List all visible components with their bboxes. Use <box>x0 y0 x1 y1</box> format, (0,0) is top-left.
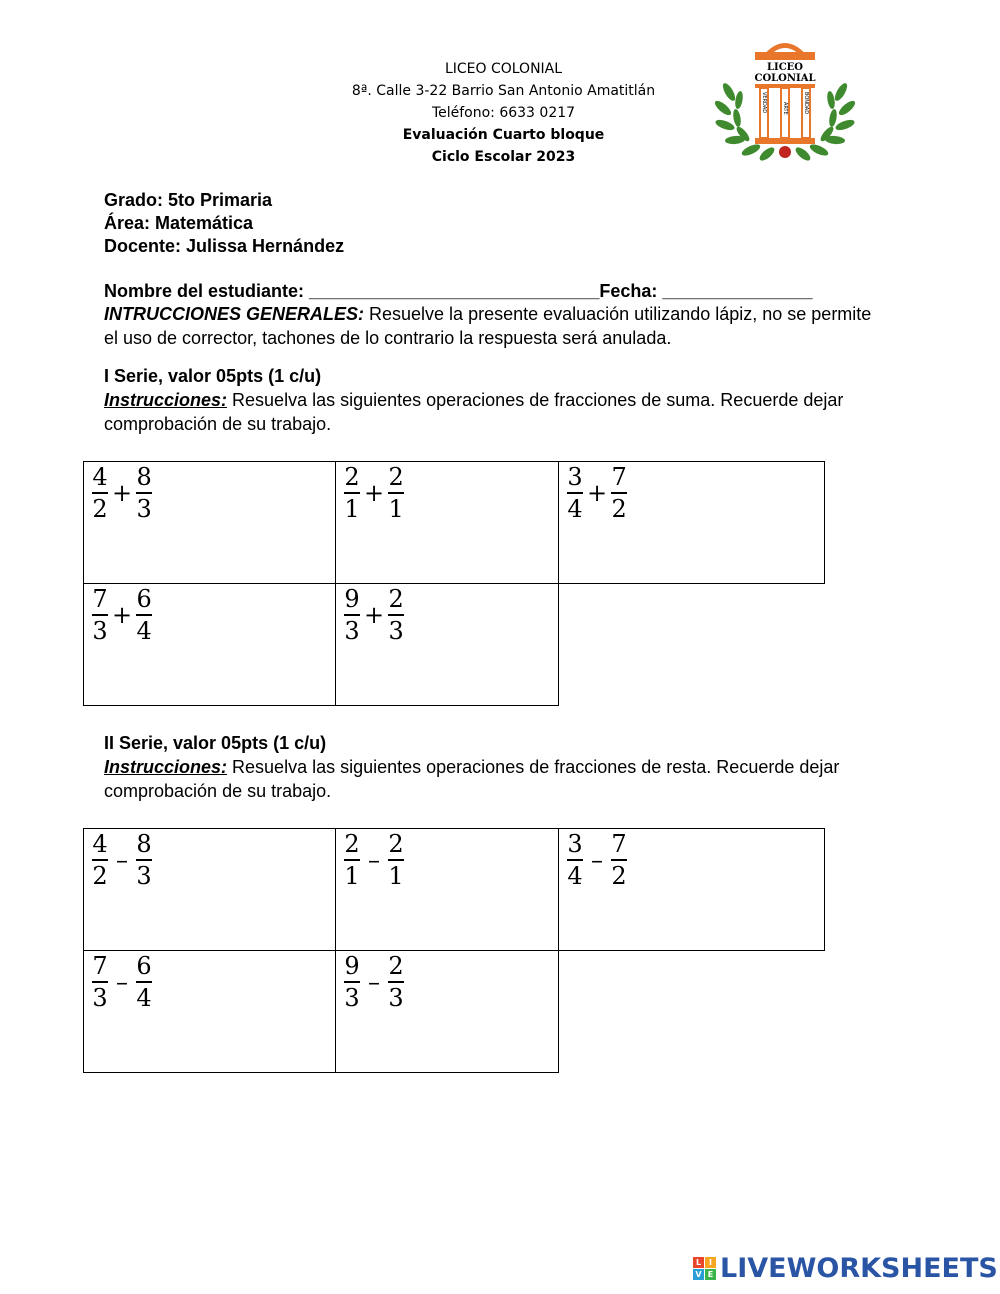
logo-text-bottom: COLONIAL <box>754 73 816 84</box>
denominator: 4 <box>136 616 152 645</box>
serie2-cell-5[interactable] <box>335 950 559 1073</box>
denominator: 3 <box>136 494 152 523</box>
serie2-instructions-text: Resuelva las siguientes operaciones de fracciones de resta. Recuerde dejar comprobación de su trabajo. <box>104 757 840 801</box>
serie2-cell-1[interactable] <box>83 828 336 951</box>
fraction-expression <box>344 953 404 1011</box>
evaluation-title: Evaluación Cuarto bloque <box>402 127 605 143</box>
fraction-expression <box>92 464 152 522</box>
fraction-left <box>344 586 360 644</box>
fraction-expression <box>92 586 152 644</box>
brand-block-v: V <box>693 1269 704 1280</box>
logo-text-top: LICEO <box>766 62 804 73</box>
fraction-right <box>611 464 627 522</box>
denominator: 1 <box>388 861 404 890</box>
area: Área: Matemática <box>104 213 254 233</box>
numerator: 7 <box>92 952 108 980</box>
fraction-left <box>92 953 108 1011</box>
operator-sign: – <box>368 967 380 996</box>
operator-sign: + <box>587 478 608 507</box>
numerator: 6 <box>136 585 152 613</box>
general-instructions <box>104 302 884 350</box>
serie1-cell-2[interactable] <box>335 461 559 584</box>
operator-sign: + <box>112 600 133 629</box>
school-phone: Teléfono: 6633 0217 <box>431 105 576 121</box>
fraction-right <box>388 953 404 1011</box>
numerator: 7 <box>611 463 627 491</box>
operator-sign: – <box>116 845 128 874</box>
brand-blocks-icon <box>693 1257 716 1280</box>
fraction-left <box>344 831 360 889</box>
numerator: 7 <box>92 585 108 613</box>
serie1-instructions-text: Resuelva las siguientes operaciones de fracciones de suma. Recuerde dejar comprobación de su trabajo. <box>104 390 844 434</box>
school-logo <box>715 30 855 165</box>
numerator: 2 <box>388 585 404 613</box>
serie1-cell-3[interactable] <box>558 461 825 584</box>
numerator: 8 <box>136 463 152 491</box>
fraction-right <box>136 586 152 644</box>
pillar-word-2: ARTE <box>782 102 788 115</box>
denominator: 1 <box>344 494 360 523</box>
denominator: 2 <box>92 861 108 890</box>
liveworksheets-brand <box>693 1253 998 1284</box>
denominator: 3 <box>92 983 108 1012</box>
fraction-right <box>136 464 152 522</box>
denominator: 3 <box>344 983 360 1012</box>
denominator: 3 <box>136 861 152 890</box>
denominator: 2 <box>611 861 627 890</box>
numerator: 7 <box>611 830 627 858</box>
denominator: 4 <box>567 494 583 523</box>
fraction-expression <box>567 464 627 522</box>
school-cycle: Ciclo Escolar 2023 <box>431 149 576 165</box>
denominator: 3 <box>344 616 360 645</box>
general-instructions-label: INTRUCCIONES GENERALES: <box>104 304 365 324</box>
school-name: LICEO COLONIAL <box>444 61 563 77</box>
serie1-title: I Serie, valor 05pts (1 c/u) <box>104 366 322 386</box>
pillar-word-1: VERDAD <box>761 92 767 114</box>
fraction-expression <box>344 831 404 889</box>
numerator: 6 <box>136 952 152 980</box>
serie2-title: II Serie, valor 05pts (1 c/u) <box>104 733 327 753</box>
brand-block-e: E <box>705 1269 716 1280</box>
denominator: 3 <box>388 983 404 1012</box>
grado: Grado: 5to Primaria <box>104 190 273 210</box>
fraction-right <box>136 831 152 889</box>
operator-sign: + <box>364 478 385 507</box>
numerator: 2 <box>388 952 404 980</box>
school-address: 8ª. Calle 3-22 Barrio San Antonio Amatitlán <box>351 83 656 99</box>
numerator: 2 <box>388 830 404 858</box>
operator-sign: – <box>368 845 380 874</box>
serie1-cell-4[interactable] <box>83 583 336 706</box>
fraction-right <box>388 464 404 522</box>
denominator: 2 <box>611 494 627 523</box>
pillar-word-3: BONDAD <box>803 92 809 115</box>
fraction-expression <box>92 953 152 1011</box>
serie1-instructions <box>104 388 884 436</box>
fraction-expression <box>344 464 404 522</box>
denominator: 4 <box>567 861 583 890</box>
serie2-cell-2[interactable] <box>335 828 559 951</box>
fraction-right <box>136 953 152 1011</box>
fraction-expression <box>567 831 627 889</box>
operator-sign: + <box>364 600 385 629</box>
numerator: 4 <box>92 463 108 491</box>
fraction-right <box>611 831 627 889</box>
fraction-expression <box>344 586 404 644</box>
fraction-left <box>567 831 583 889</box>
numerator: 2 <box>344 830 360 858</box>
course-info <box>104 189 344 258</box>
fraction-left <box>344 464 360 522</box>
numerator: 3 <box>567 830 583 858</box>
denominator: 3 <box>92 616 108 645</box>
brand-text: LIVEWORKSHEETS <box>720 1253 998 1284</box>
numerator: 2 <box>388 463 404 491</box>
fraction-left <box>92 831 108 889</box>
fraction-expression <box>92 831 152 889</box>
operator-sign: – <box>116 967 128 996</box>
serie1-block <box>104 364 884 436</box>
serie1-cell-5[interactable] <box>335 583 559 706</box>
serie2-cell-3[interactable] <box>558 828 825 951</box>
serie2-instructions-label: Instrucciones: <box>104 757 228 777</box>
numerator: 9 <box>344 585 360 613</box>
serie2-cell-4[interactable] <box>83 950 336 1073</box>
brand-block-l: L <box>693 1257 704 1268</box>
denominator: 1 <box>344 861 360 890</box>
numerator: 2 <box>344 463 360 491</box>
denominator: 2 <box>92 494 108 523</box>
serie2-instructions <box>104 755 884 803</box>
student-name-line[interactable]: Nombre del estudiante: _____________________________Fecha: _______________ <box>104 281 813 301</box>
denominator: 1 <box>388 494 404 523</box>
logo-flower-icon <box>779 146 791 158</box>
serie1-cell-1[interactable] <box>83 461 336 584</box>
fraction-left <box>344 953 360 1011</box>
fraction-left <box>92 586 108 644</box>
general-instructions-text: Resuelve la presente evaluación utilizando lápiz, no se permite el uso de corrector, tachones de lo contrario la respuesta será anulada. <box>104 304 872 348</box>
serie2-block <box>104 731 884 803</box>
denominator: 3 <box>388 616 404 645</box>
school-header <box>300 58 707 168</box>
fraction-right <box>388 831 404 889</box>
operator-sign: – <box>591 845 603 874</box>
denominator: 4 <box>136 983 152 1012</box>
brand-block-i: I <box>705 1257 716 1268</box>
numerator: 8 <box>136 830 152 858</box>
operator-sign: + <box>112 478 133 507</box>
numerator: 4 <box>92 830 108 858</box>
numerator: 3 <box>567 463 583 491</box>
serie1-instructions-label: Instrucciones: <box>104 390 228 410</box>
fraction-right <box>388 586 404 644</box>
docente: Docente: Julissa Hernández <box>104 236 345 256</box>
numerator: 9 <box>344 952 360 980</box>
fraction-left <box>567 464 583 522</box>
fraction-left <box>92 464 108 522</box>
